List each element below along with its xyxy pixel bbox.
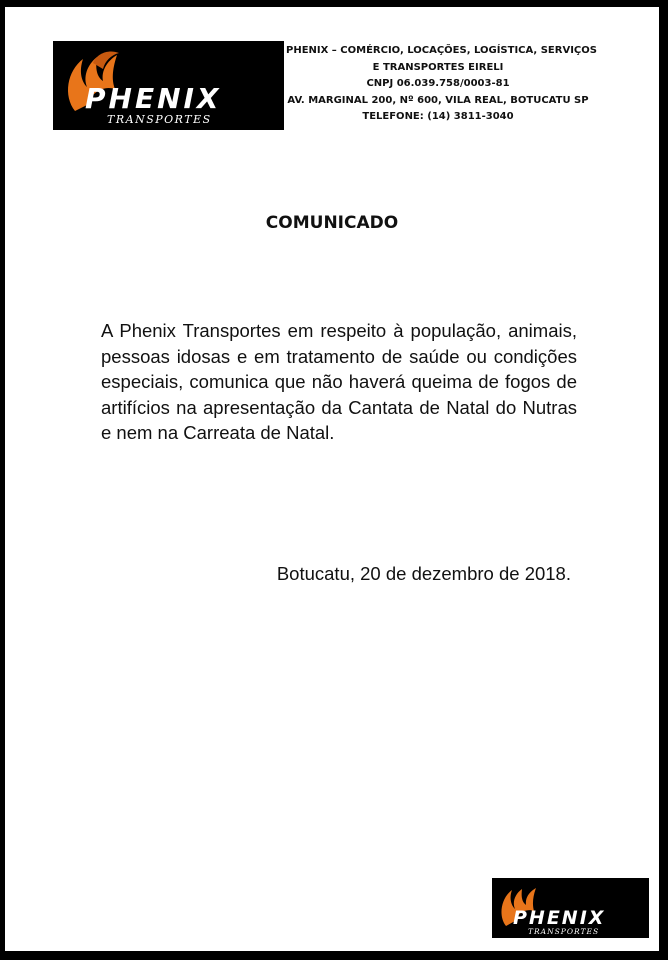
svg-text:TRANSPORTES: TRANSPORTES	[528, 927, 600, 936]
company-line: AV. MARGINAL 200, Nº 600, VILA REAL, BOTUCATU SP	[287, 94, 589, 106]
document-page	[5, 7, 659, 951]
footer-phenix-logo	[492, 878, 649, 938]
document-title: COMUNICADO	[265, 213, 399, 233]
company-line: E TRANSPORTES EIRELI	[372, 61, 504, 73]
svg-text:PHENIX: PHENIX	[513, 907, 606, 929]
company-info	[286, 43, 597, 126]
body-paragraph: A Phenix Transportes em respeito à população, animais, pessoas idosas e em tratamento de saúde ou condições especiais, comunica que não haverá queima de fogos de artifícios na apresentação da Cantata de Natal do Nutras e nem na Carreata de Natal.	[101, 320, 577, 444]
date-line: Botucatu, 20 de dezembro de 2018.	[276, 563, 571, 584]
phenix-logo	[53, 41, 284, 130]
phoenix-bird-icon	[492, 878, 649, 938]
svg-text:PHENIX: PHENIX	[85, 82, 222, 115]
company-line: PHENIX – COMÉRCIO, LOCAÇÕES, LOGÍSTICA, SERVIÇOS	[286, 45, 597, 56]
svg-text:TRANSPORTES: TRANSPORTES	[107, 113, 212, 126]
company-line: CNPJ 06.039.758/0003-81	[366, 78, 510, 89]
phoenix-bird-icon	[53, 41, 284, 130]
company-line: TELEFONE: (14) 3811-3040	[362, 111, 514, 122]
